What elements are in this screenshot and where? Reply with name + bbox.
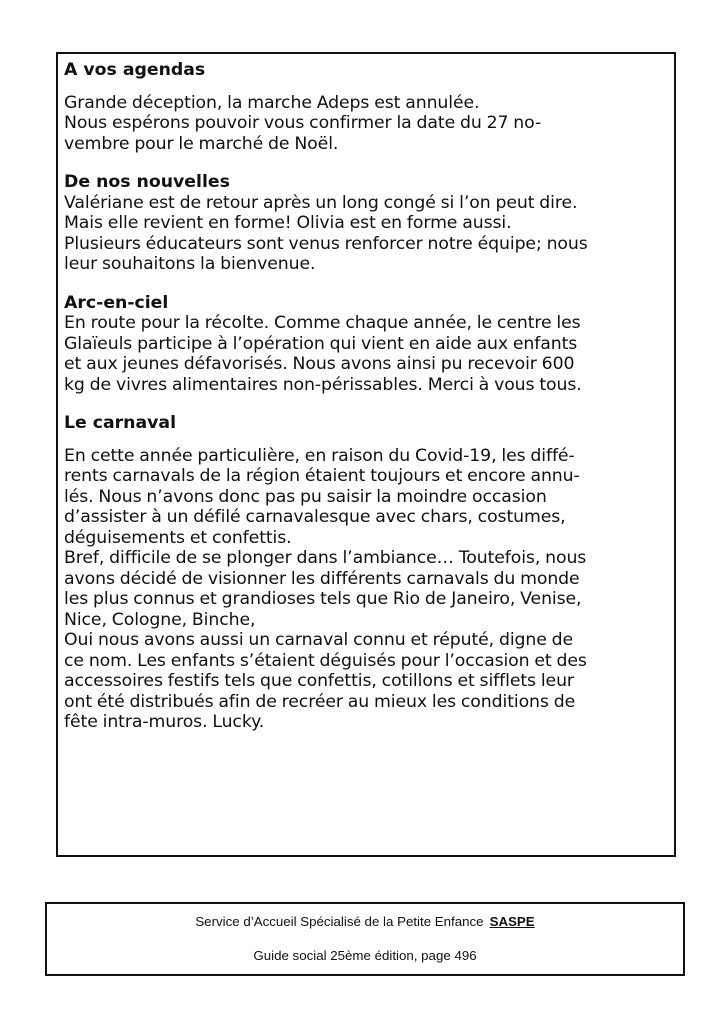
footer-service-name: Service d’Accueil Spécialisé de la Petite Enfance	[195, 914, 484, 929]
section-body-arc-en-ciel: En route pour la récolte. Comme chaque année, le centre les Glaïeuls participe à l’opération qui vient en aide aux enfants et aux jeunes défavorisés. Nous avons ainsi pu recevoir 600 kg de vivres alimentaires non-périssables. Merci à vous tous.	[64, 313, 582, 395]
newsletter-content-box	[56, 52, 676, 857]
section-heading-nouvelles: De nos nouvelles	[64, 172, 230, 192]
section-body-nouvelles: Valériane est de retour après un long congé si l’on peut dire. Mais elle revient en forme! Olivia est en forme aussi. Plusieurs éducateurs sont venus renforcer notre équipe; nous leur souhaitons la bienvenue.	[64, 192, 588, 274]
footer-box	[45, 902, 685, 976]
footer-acronym: SASPE	[489, 914, 535, 929]
section-body-agendas: Grande déception, la marche Adeps est annulée. Nous espérons pouvoir vous confirmer la date du 27 no- vembre pour le marché de Noël.	[64, 92, 542, 154]
section-body-carnaval: En cette année particulière, en raison du Covid-19, les diffé- rents carnavals de la région étaient toujours et encore annu- lés. Nous n’avons donc pas pu saisir la moindre occasion d’assister à un défilé carnavalesque avec chars, costumes, déguisements et confettis. Bref, difficile de se plonger dans l’ambiance… Toutefois, nous avons décidé de visionner les différents carnavals du monde les plus connus et grandioses tels que Rio de Janeiro, Venise, Nice, Cologne, Binche, Oui nous avons aussi un carnaval connu et réputé, digne de ce nom. Les enfants s’étaient déguisés pour l’occasion et des accessoires festifs tels que confettis, cotillons et sifflets leur ont été distribués afin de recréer au mieux les conditions de fête intra-muros. Lucky.	[64, 445, 587, 732]
footer-service-line	[47, 914, 683, 929]
section-heading-agendas: A vos agendas	[64, 60, 206, 80]
section-arc-en-ciel	[64, 293, 666, 396]
section-heading-arc-en-ciel: Arc-en-ciel	[64, 292, 169, 313]
footer-guide-reference: Guide social 25ème édition, page 496	[253, 948, 477, 963]
section-agendas	[64, 60, 666, 154]
section-carnaval	[64, 413, 666, 733]
section-heading-carnaval: Le carnaval	[64, 413, 176, 433]
section-nouvelles	[64, 172, 666, 275]
